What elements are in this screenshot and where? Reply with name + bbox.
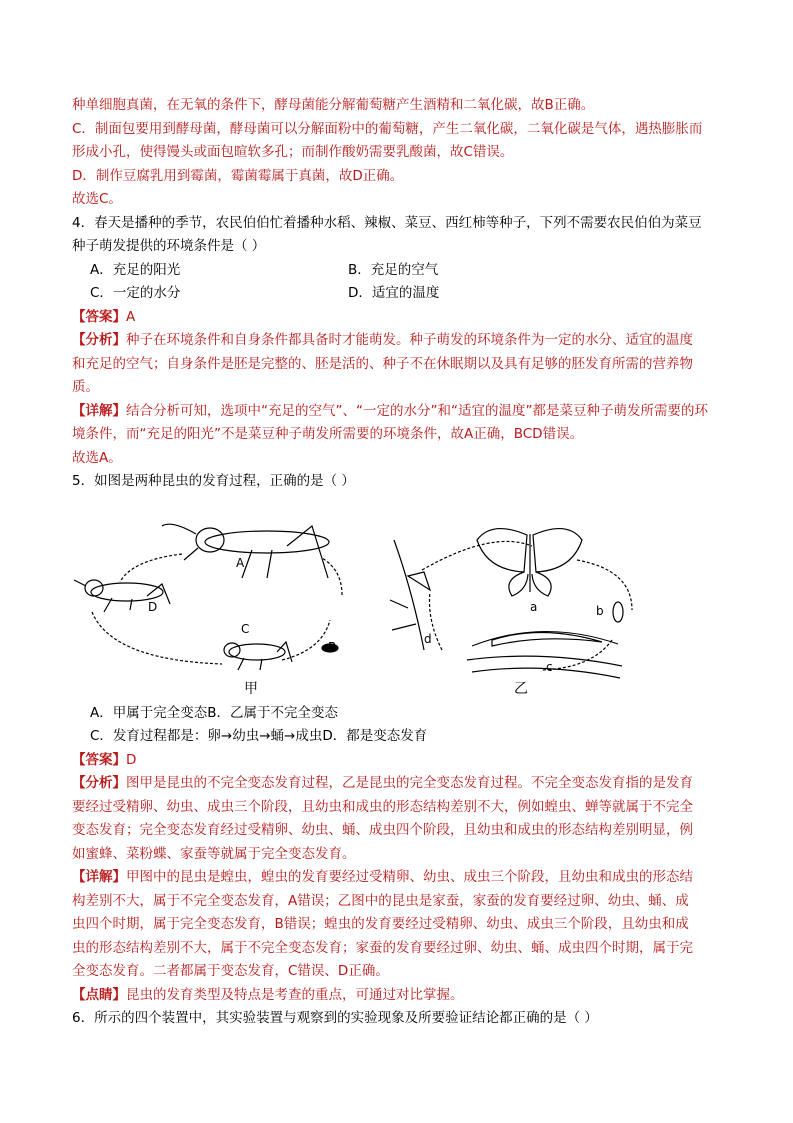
detail-line: 全变态发育。二者都属于变态发育，C错误、D正确。 (72, 963, 389, 979)
question-4-detail: 【详解】结合分析可知，选项中“充足的空气”、“一定的水分”和“适宜的温度”都是菜豆种子萌发所需要的环 (72, 402, 708, 419)
question-5-answer (72, 749, 724, 773)
answer-tag: 【答案】 (72, 308, 126, 325)
label-B: B (328, 639, 337, 654)
question-5-stem: 5．如图是两种昆虫的发育过程，正确的是（ ） (72, 473, 355, 489)
document-page (72, 94, 724, 1031)
detail-tag: 【详解】 (72, 402, 126, 419)
detail-line: 虫的形态结构差别不大，属于不完全变态发育；家蚕的发育要经过卵、幼虫、蛹、成虫四个时期，属于完 (72, 939, 693, 956)
insect-development-figure (72, 500, 724, 698)
caption-yi: 乙 (514, 680, 528, 697)
label-A: A (236, 555, 245, 570)
analysis-line: 如蜜蜂、菜粉蝶、家蚕等就属于完全变态发育。 (72, 845, 356, 862)
question-4-options-row-2 (72, 282, 724, 306)
explanation-line: 种单细胞真菌，在无氧的条件下，酵母菌能分解葡萄糖产生酒精和二氧化碳，故B正确。 (72, 97, 595, 113)
label-b: b (596, 603, 604, 618)
detail-line: 构差别不大，属于不完全变态发育，A错误；乙图中的昆虫是家蚕，家蚕的发育要经过卵、幼虫、蛹、成 (72, 892, 689, 909)
grasshopper-cycle (74, 524, 342, 670)
analysis-line: 和充足的空气；自身条件是胚是完整的、胚是活的、种子不在休眠期以及具有足够的胚发育所需的营养物 (72, 355, 693, 372)
question-5-options-cd: C．发育过程都是：卵→幼虫→蛹→成虫D．都是变态发育 (90, 728, 428, 744)
option-a: A．充足的阳光 (90, 261, 181, 278)
analysis-tag: 【分析】 (72, 775, 126, 791)
question-4-stem-1: 4．春天是播种的季节，农民伯伯忙着播种水稻、辣椒、菜豆、西红柿等种子，下列不需要农民伯伯为菜豆 (72, 214, 702, 231)
label-C: C (241, 621, 250, 636)
label-d: d (424, 631, 432, 646)
explanation-line: 形成小孔，使得馒头或面包暄软多孔；而制作酸奶需要乳酸菌，故C错误。 (72, 144, 514, 160)
analysis-line: 变态发育；完全变态发育经过受精卵、幼虫、蛹、成虫四个阶段，且幼虫和成虫的形态结构差别明显，例 (72, 822, 693, 838)
question-4-stem-2: 种子萌发提供的环境条件是（ ） (72, 238, 266, 254)
question-5-detail: 【详解】甲图中的昆虫是蝗虫，蝗虫的发育要经过受精卵、幼虫、成虫三个阶段，且幼虫和成虫的形态结 (72, 869, 693, 885)
insect-figure-drawing (72, 500, 724, 698)
option-c: C．一定的水分 (90, 285, 181, 301)
question-5-options-ab: A．甲属于完全变态B．乙属于不完全变态 (90, 704, 338, 721)
explanation-line: C．制面包要用到酵母菌，酵母菌可以分解面粉中的葡萄糖，产生二氧化碳，二氧化碳是气体，遇热膨胀而 (72, 120, 703, 137)
question-6-stem: 6．所示的四个装置中，其实验装置与观察到的实验现象及所要验证结论都正确的是（ ） (72, 1010, 598, 1026)
label-c: c (546, 659, 553, 674)
conclusion-line: 故选A。 (72, 449, 122, 466)
detail-line: 境条件，而“充足的阳光”不是菜豆种子萌发所需要的环境条件，故A正确，BCD错误。 (72, 426, 584, 442)
answer-tag: 【答案】 (72, 751, 126, 768)
label-D: D (148, 599, 158, 614)
question-5-comment: 【点睛】昆虫的发育类型及特点是考查的重点，可通过对比掌握。 (72, 986, 464, 1003)
question-5-analysis: 【分析】图甲是昆虫的不完全变态发育过程，乙是昆虫的完全变态发育过程。不完全变态发育指的是发育 (72, 775, 693, 791)
analysis-tag: 【分析】 (72, 332, 126, 348)
detail-tag: 【详解】 (72, 869, 126, 885)
comment-tag: 【点睛】 (72, 986, 126, 1003)
conclusion-line: 故选C。 (72, 191, 122, 207)
question-4-options-row-1 (72, 259, 724, 283)
question-4-answer (72, 306, 724, 330)
label-a: a (530, 599, 538, 614)
option-d: D．适宜的温度 (348, 285, 440, 301)
detail-line: 虫四个时期，属于完全变态发育，B错误；蝗虫的发育要经过受精卵、幼虫、成虫三个阶段，且幼虫和成 (72, 916, 689, 932)
analysis-line: 要经过受精卵、幼虫、成虫三个阶段，且幼虫和成虫的形态结构差别不大，例如蝗虫、蝉等就属于不完全 (72, 798, 693, 815)
explanation-line: D．制作豆腐乳用到霉菌，霉菌霉属于真菌，故D正确。 (72, 167, 404, 184)
option-b: B．充足的空气 (348, 261, 439, 278)
caption-jia: 甲 (244, 680, 258, 697)
analysis-line: 质。 (72, 379, 99, 395)
question-4-analysis: 【分析】种子在环境条件和自身条件都具备时才能萌发。种子萌发的环境条件为一定的水分、适宜的温度 (72, 332, 693, 348)
answer-value: D (126, 751, 137, 768)
answer-value: A (126, 308, 136, 325)
